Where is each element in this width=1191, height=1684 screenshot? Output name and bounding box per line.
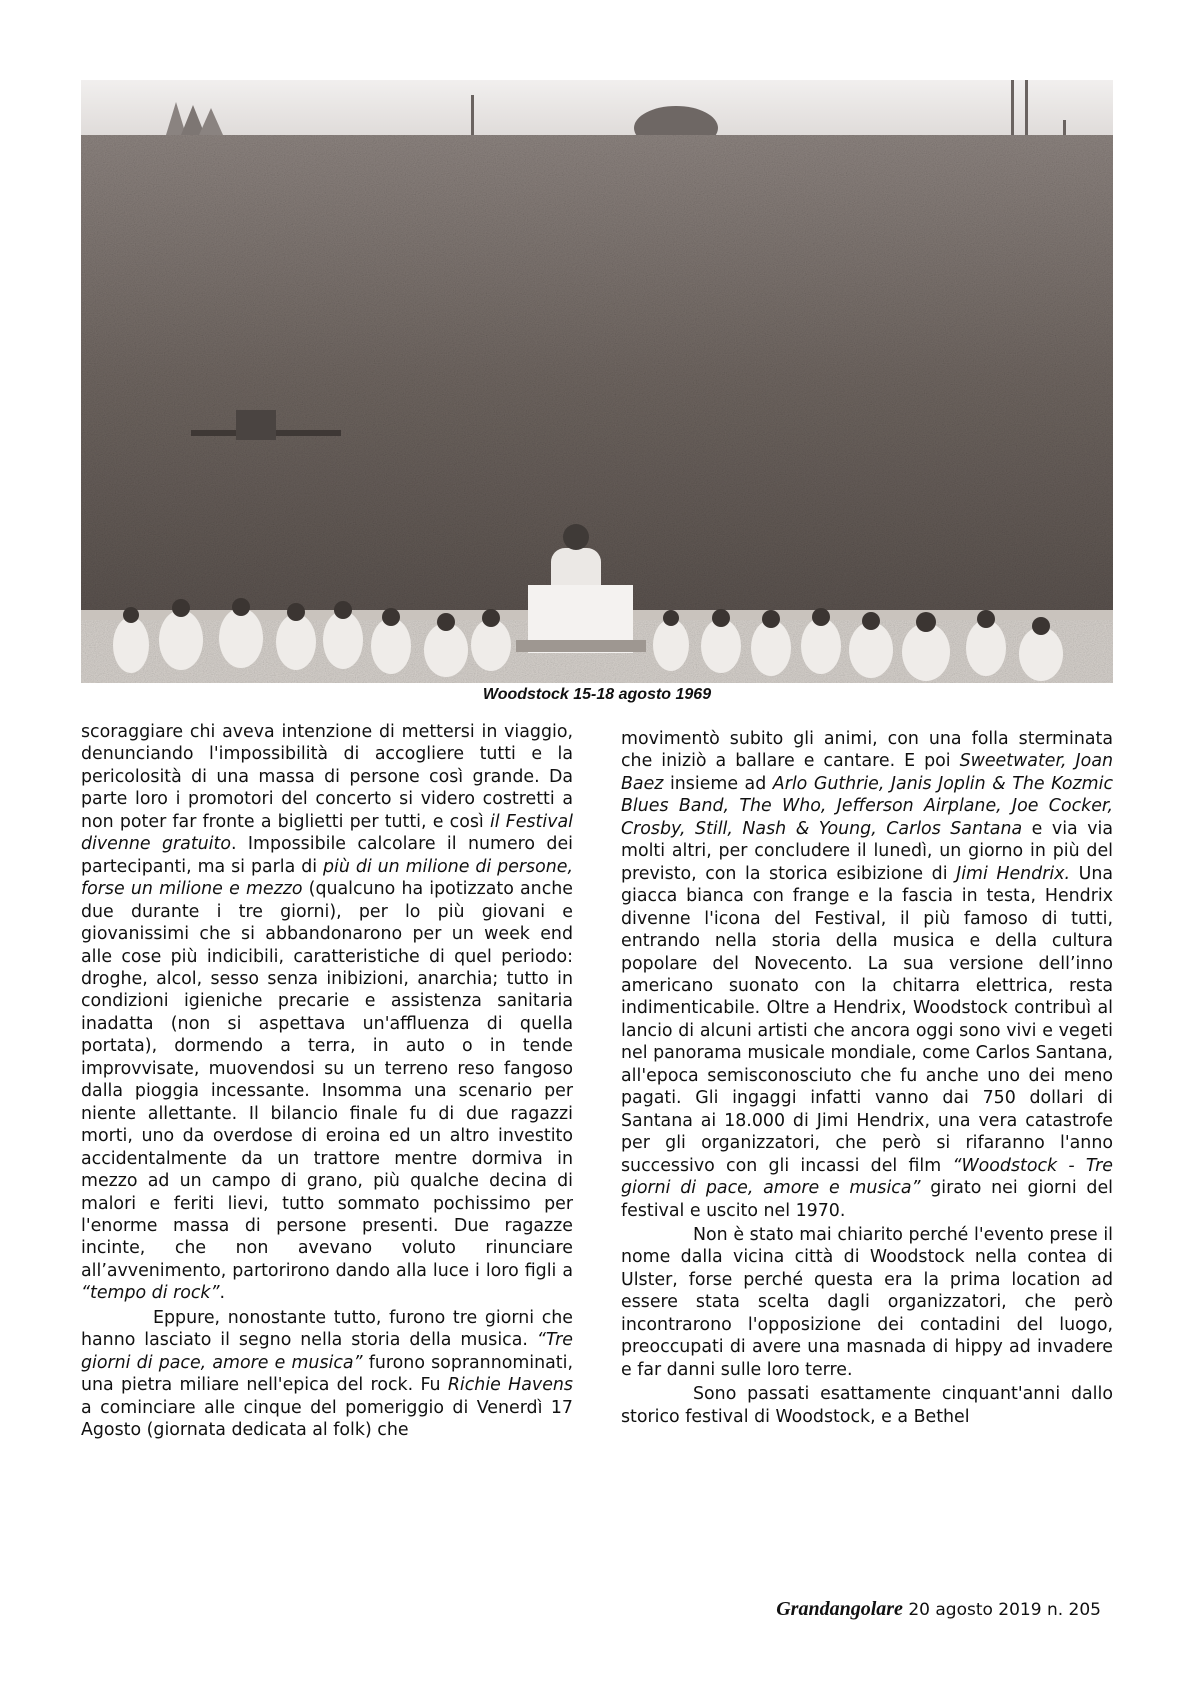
paragraph [621,1383,1113,1428]
text-run: Eppure, nonostante tutto, furono tre giorni che hanno lasciato il segno nella storia della musica. [81,1307,573,1351]
text-run: movimentò subito gli animi, con una folla sterminata che iniziò a ballare e cantare. E poi [621,729,1113,772]
article-left-column [81,721,573,1442]
text-run: scoraggiare chi aveva intenzione di mettersi in viaggio, denunciando l'impossibilità di accogliere tutti e la pericolosità di una massa di persone così grande. Da parte loro i promotori del concerto si videro costretti a non poter far fronte a biglietti per tutti, e così [81,722,573,832]
text-run: insieme ad [663,773,773,794]
text-run: il Festival divenne gratuito [81,811,573,855]
crowd-photo-illustration [81,80,1113,683]
text-run: girato nei giorni del festival e uscito nel 1970. [621,1178,1113,1221]
text-run: Sweetwater, Joan Baez [621,751,1113,794]
magazine-name: Grandangolare [776,1598,903,1620]
text-run: Jimi Hendrix. [956,863,1071,884]
text-run: Una giacca bianca con frange e la fascia in testa, Hendrix divenne l'icona del Festival, il più famoso di tutti, entrando nella storia della musica e della cultura popolare del Novecento. La sua versione dell’inno americano suonato con la chitarra elettrica, resta indimenticabile. Oltre a Hendrix, Woodstock contribuì al lancio di alcuni artisti che ancora oggi sono vivi e vegeti nel panorama musicale mondiale, come Carlos Santana, all'epoca semisconosciuto che fu anche uno dei meno pagati. Gli ingaggi infatti vanno dai 750 dollari di Santana ai 18.000 di Jimi Hendrix, una vera catastrofe per gli organizzatori, che però si rifaranno l'anno successivo con gli incassi del film [621,863,1113,1176]
text-run: “Tre giorni di pace, amore e musica” [81,1330,573,1373]
page-footer [776,1598,1101,1621]
text-run: . [219,1283,226,1304]
text-run: più di un milione di persone, forse un milione e mezzo [81,856,573,900]
text-run: a cominciare alle cinque del pomeriggio di Venerdì 17 Agosto (giornata dedicata al folk) che [81,1397,573,1441]
paragraph [81,721,573,1305]
text-run: “tempo di rock” [81,1283,220,1304]
text-run: e via via molti altri, per concludere il lunedì, un giorno in più del previsto, con la storica esibizione di [621,818,1113,884]
paragraph [81,1307,573,1442]
text-run: . Impossibile calcolare il numero dei partecipanti, ma si parla di [81,834,573,877]
text-run: Sono passati esattamente cinquant'anni dallo storico festival di Woodstock, e a Bethel [621,1384,1113,1427]
text-run: Richie Havens [447,1375,573,1396]
text-run: Arlo Guthrie, Janis Joplin & The Kozmic Blues Band, The Who, Jefferson Airplane, Joe Cocker, Crosby, Still, Nash & Young, Carlos Santana [621,773,1114,839]
text-run: Non è stato mai chiarito perché l'evento prese il nome dalla vicina città di Woodstock nella contea di Ulster, forse perché questa era la prima location ad essere stata scelta dagli organizzatori, che però incontrarono l'opposizione dei contadini del luogo, preoccupati di avere una masnada di hippy ad invadere e far danni sulle loro terre. [621,1224,1113,1380]
paragraph [621,728,1113,1222]
text-run: furono soprannominati, una pietra miliare nell'epica del rock. Fu [81,1352,573,1396]
article-right-column [621,728,1113,1428]
text-run: “Woodstock - Tre giorni di pace, amore e musica” [621,1155,1113,1199]
issue-info: 20 agosto 2019 n. 205 [908,1600,1101,1620]
text-run: (qualcuno ha ipotizzato anche due durante i tre giorni), per lo più giovani e giovanissimi che si abbandonarono per un week end alle cose più indicibili, caratteristiche di quel periodo: droghe, alcol, sesso senza inibizioni, anarchia; tutto in condizioni igieniche precarie e assistenza sanitaria inadatta (non si aspettava un'affluenza di quella portata), dormendo a terra, in auto o in tende improvvisate, muovendosi su un terreno reso fangoso dalla pioggia incessante. Insomma una scenario per niente allettante. Il bilancio finale fu di due ragazzi morti, uno da overdose di eroina ed un altro investito accidentalmente da un trattore mentre dormiva in mezzo ad un campo di grano, più qualche decina di malori e feriti lievi, tutto sommato pochissimo per l'enorme massa di persone presenti. Due ragazze incinte, che non avevano voluto rinunciare all’avvenimento, partorirono dando alla luce i loro figli a [81,879,573,1281]
woodstock-crowd-photo [81,80,1113,683]
photo-caption: Woodstock 15-18 agosto 1969 [482,686,712,703]
paragraph [621,1224,1113,1381]
